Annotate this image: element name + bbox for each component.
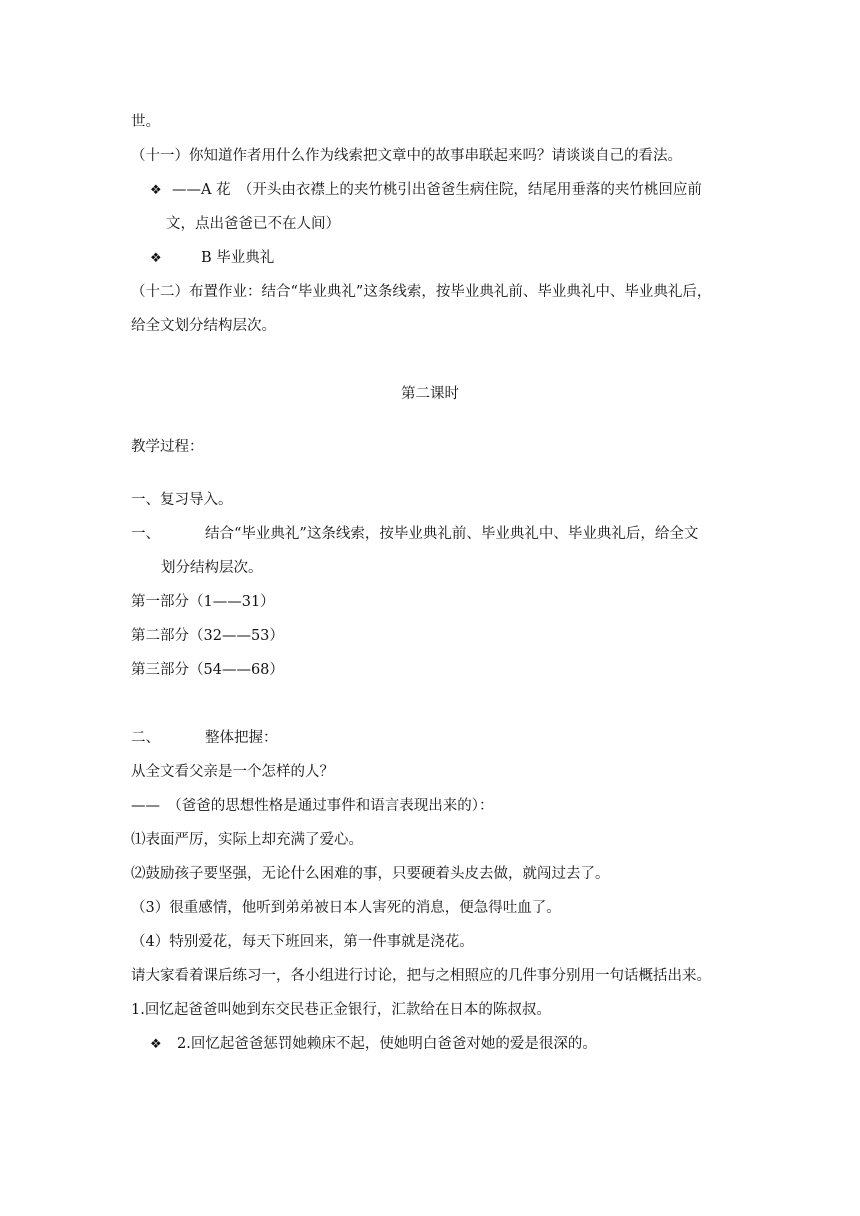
teaching-process-heading: 教学过程： [131, 439, 204, 455]
review-heading: 一、复习导入。 [131, 492, 233, 508]
bullet-icon: ❖ [150, 251, 162, 266]
answer-a-line1: ——A 花 （开头由衣襟上的夹竹桃引出爸爸生病住院，结尾用垂落的夹竹桃回应前 [172, 182, 702, 198]
answer-b: B 毕业典礼 [201, 250, 275, 266]
part-three: 第三部分（54——68） [131, 662, 284, 678]
question-eleven: （十一）你知道作者用什么作为线索把文章中的故事串联起来吗？请谈谈自己的看法。 [131, 148, 682, 164]
memory-two: 2.回忆起爸爸惩罚她赖床不起，使她明白爸爸对她的爱是很深的。 [177, 1036, 597, 1052]
structure-task-line2: 划分结构层次。 [161, 560, 263, 576]
memory-one: 1.回忆起爸爸叫她到东交民巷正金银行，汇款给在日本的陈叔叔。 [131, 1002, 551, 1018]
trait-one: ⑴表面严厉，实际上却充满了爱心。 [131, 832, 363, 848]
trait-two: ⑵鼓励孩子要坚强，无论什么困难的事，只要硬着头皮去做，就闯过去了。 [131, 866, 610, 882]
question-twelve-line1: （十二）布置作业：结合“毕业典礼”这条线索，按毕业典礼前、毕业典礼中、毕业典礼后， [131, 284, 712, 300]
part-one: 第一部分（1——31） [131, 594, 275, 610]
list-marker: 二、 [131, 730, 160, 746]
trait-three: （3）很重感情，他听到弟弟被日本人害死的消息，便急得吐血了。 [131, 900, 561, 916]
question-twelve-line2: 给全文划分结构层次。 [131, 318, 276, 334]
trait-four: （4）特别爱花，每天下班回来，第一件事就是浇花。 [131, 934, 474, 950]
answer-intro: —— （爸爸的思想性格是通过事件和语言表现出来的）： [131, 798, 494, 814]
section-title: 第二课时 [401, 386, 459, 402]
answer-a-line2: 文，点出爸爸已不在人间） [166, 216, 340, 232]
text-line: 世。 [131, 114, 160, 130]
overall-heading: 整体把握： [205, 730, 278, 746]
part-two: 第二部分（32——53） [131, 628, 284, 644]
discussion-instruction: 请大家看着课后练习一，各小组进行讨论，把与之相照应的几件事分别用一句话概括出来。 [131, 968, 711, 984]
list-marker: 一、 [131, 526, 160, 542]
bullet-icon: ❖ [150, 183, 162, 198]
structure-task-line1: 结合“毕业典礼”这条线索，按毕业典礼前、毕业典礼中、毕业典礼后，给全文 [205, 526, 699, 542]
bullet-icon: ❖ [150, 1037, 162, 1052]
question-father: 从全文看父亲是一个怎样的人？ [131, 764, 334, 780]
